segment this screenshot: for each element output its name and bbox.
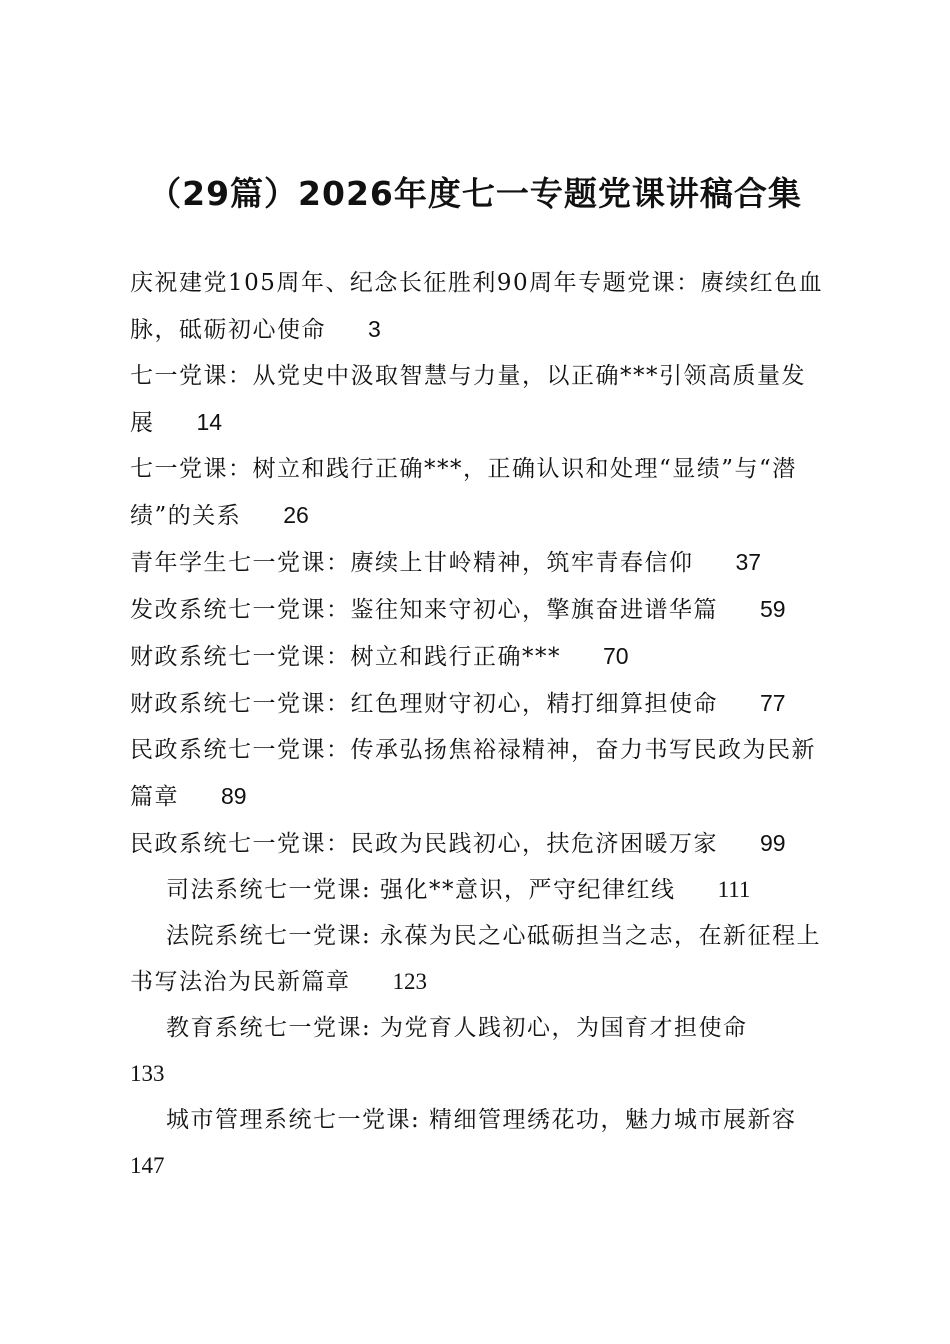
toc-entry: [130, 446, 830, 539]
toc-entry-title: 法院系统七一党课: 永葆为民之心砥砺担当之志，在新征程上书写法治为民新篇章: [130, 923, 822, 995]
toc-entry: [130, 586, 830, 633]
toc-entry: [130, 353, 830, 446]
document-title: （29篇）2026年度七一专题党课讲稿合集: [148, 174, 802, 213]
toc-entry-page: 77: [760, 690, 786, 716]
toc-entry-page: 147: [130, 1153, 165, 1178]
toc-entry-title: 教育系统七一党课: 为党育人践初心，为国育才担使命: [166, 1015, 748, 1041]
toc-entry-title: 青年学生七一党课：赓续上甘岭精神，筑牢青春信仰: [130, 550, 694, 576]
toc-entry-title: 七一党课：从党史中汲取智慧与力量，以正确***引领高质量发展: [130, 363, 806, 436]
toc-entry-page: 89: [221, 783, 247, 809]
toc-entry: [130, 633, 830, 680]
toc-entry-title: 发改系统七一党课：鉴往知来守初心，擎旗奋进谱华篇: [130, 597, 718, 623]
toc-entry: [130, 820, 830, 867]
toc-entry: [130, 539, 830, 586]
toc-entry-page: 133: [130, 1061, 165, 1086]
toc-entry: [130, 260, 830, 353]
toc-entry: [130, 680, 830, 727]
toc-entry-title: 民政系统七一党课：民政为民践初心，扶危济困暖万家: [130, 831, 718, 857]
toc-entry-page: 99: [760, 830, 786, 856]
toc-entry-page: 70: [603, 643, 629, 669]
toc-entry-page: 26: [283, 502, 309, 528]
toc-entry-title: 庆祝建党105周年、纪念长征胜利90周年专题党课：赓续红色血脉，砥砺初心使命: [130, 270, 824, 343]
toc-entry: [130, 867, 830, 913]
toc-entry-title: 财政系统七一党课：红色理财守初心，精打细算担使命: [130, 691, 718, 717]
toc-entry-page: 111: [717, 877, 751, 902]
toc-entry-page: 123: [392, 969, 427, 994]
toc-entry: [130, 913, 830, 1005]
table-of-contents: [130, 260, 830, 1189]
toc-entry-page: 37: [735, 549, 762, 575]
toc-entry-title: 司法系统七一党课: 强化**意识，严守纪律红线: [166, 877, 676, 903]
toc-entry-page: 3: [368, 316, 381, 342]
toc-entry-title: 民政系统七一党课：传承弘扬焦裕禄精神，奋力书写民政为民新篇章: [130, 737, 816, 810]
toc-entry: [130, 1097, 830, 1189]
toc-entry-title: 城市管理系统七一党课: 精细管理绣花功，魅力城市展新容: [166, 1107, 797, 1133]
toc-entry-page: 14: [196, 409, 223, 435]
toc-entry-title: 七一党课：树立和践行正确***，正确认识和处理“显绩”与“潜绩”的关系: [130, 456, 797, 529]
toc-entry: [130, 727, 830, 820]
toc-entry: [130, 1005, 830, 1097]
toc-entry-title: 财政系统七一党课：树立和践行正确***: [130, 644, 561, 670]
toc-entry-page: 59: [760, 596, 786, 622]
